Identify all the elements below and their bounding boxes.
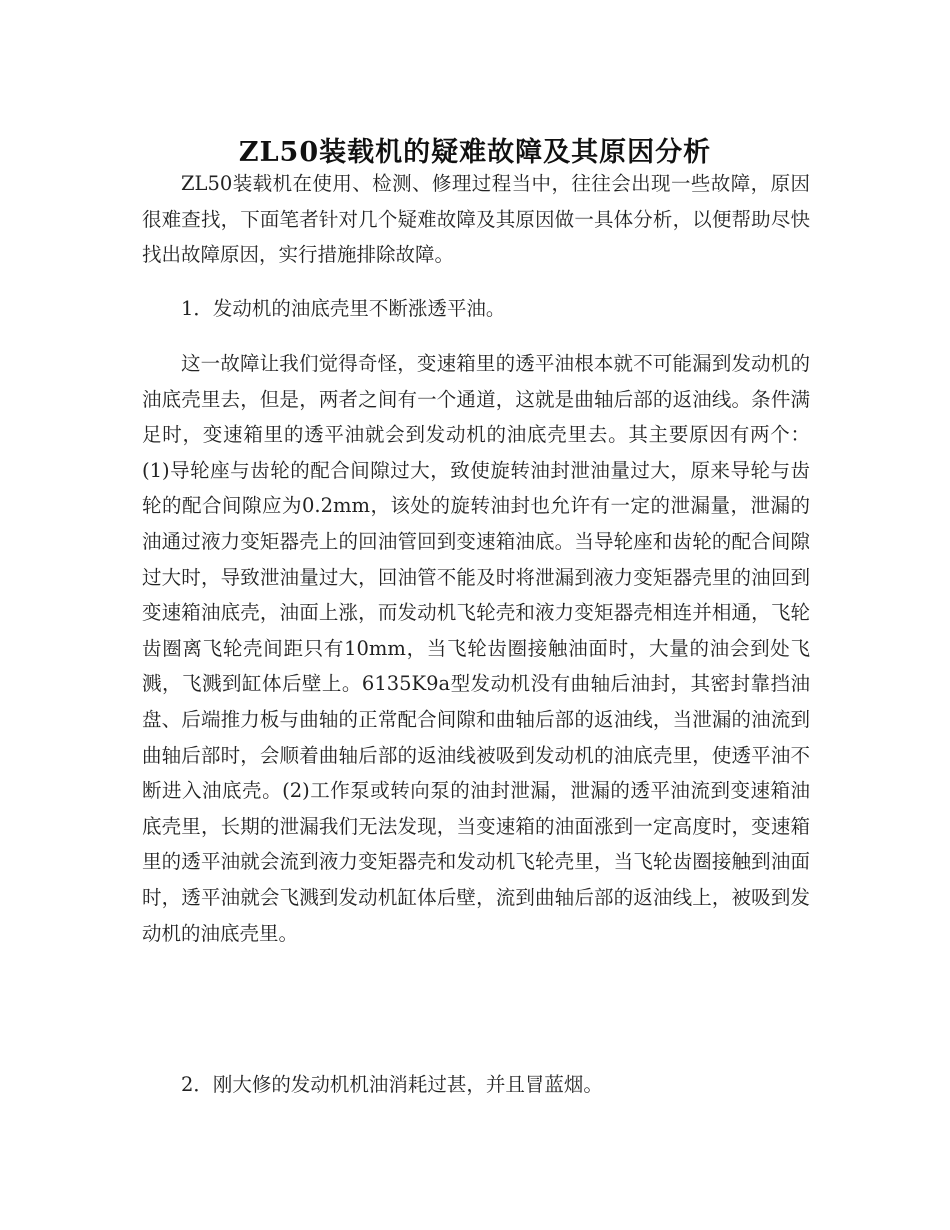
section-1-paragraph: 这一故障让我们觉得奇怪，变速箱里的透平油根本就不可能漏到发动机的油底壳里去，但是，两者之间有一个通道，这就是曲轴后部的返油线。条件满足时，变速箱里的透平油就会到发动机的油底壳里去。其主要原因有两个：(1)导轮座与齿轮的配合间隙过大，致使旋转油封泄油量过大，原来导轮与齿轮的配合间隙应为0.2mm，该处的旋转油封也允许有一定的泄漏量，泄漏的油通过液力变矩器壳上的回油管回到变速箱油底。当导轮座和齿轮的配合间隙过大时，导致泄油量过大，回油管不能及时将泄漏到液力变矩器壳里的油回到变速箱油底壳，油面上涨，而发动机飞轮壳和液力变矩器壳相连并相通，飞轮齿圈离飞轮壳间距只有10mm，当飞轮齿圈接触油面时，大量的油会到处飞溅，飞溅到缸体后壁上。6135K9a型发动机没有曲轴后油封，其密封靠挡油盘、后端推力板与曲轴的正常配合间隙和曲轴后部的返油线，当泄漏的油流到曲轴后部时，会顺着曲轴后部的返油线被吸到发动机的油底壳里，使透平油不断进入油底壳。(2)工作泵或转向泵的油封泄漏，泄漏的透平油流到变速箱油底壳里，长期的泄漏我们无法发现，当变速箱的油面涨到一定高度时，变速箱里的透平油就会流到液力变矩器壳和发动机飞轮壳里，当飞轮齿圈接触到油面时，透平油就会飞溅到发动机缸体后壁，流到曲轴后部的返油线上，被吸到发动机的油底壳里。: [142, 352, 810, 945]
intro-paragraph: ZL50装载机在使用、检测、修理过程当中，往往会出现一些故障，原因很难查找，下面笔者针对几个疑难故障及其原因做一具体分析，以便帮助尽快找出故障原因，实行措施排除故障。: [142, 172, 810, 267]
section-2-heading: 2．刚大修的发动机机油消耗过甚，并且冒蓝烟。: [181, 1073, 603, 1096]
section-1-heading: 1．发动机的油底壳里不断涨透平油。: [181, 297, 506, 320]
document-title: ZL50装载机的疑难故障及其原因分析: [238, 137, 712, 169]
